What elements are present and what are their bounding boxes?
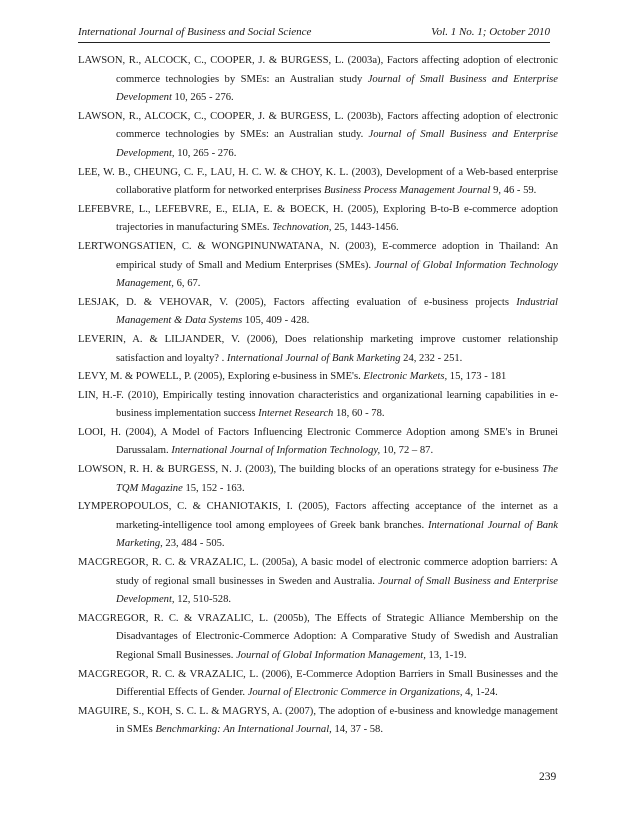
reference-entry: MACGREGOR, R. C. & VRAZALIC, L. (2006), E-Commerce Adoption Barriers in Small Businesses and the Differential Effects of Gender. Journal of Electronic Commerce in Organizations, 4, 1-24.	[78, 668, 558, 699]
reference-entry: LOOI, H. (2004), A Model of Factors Influencing Electronic Commerce Adoption among SME's in Brunei Darussalam. International Journal of Information Technology, 10, 72 – 87.	[78, 426, 558, 457]
reference-entry: LAWSON, R., ALCOCK, C., COOPER, J. & BURGESS, L. (2003a), Factors affecting adoption of electronic commerce technologies by SMEs: an Australian study Journal of Small Business and Enterprise Development 10, 265 - 276.	[78, 55, 558, 104]
page-number: 239	[539, 771, 557, 783]
reference-entry: LERTWONGSATIEN, C. & WONGPINUNWATANA, N. (2003), E-commerce adoption in Thailand: An empirical study of Small and Medium Enterprises (SMEs). Journal of Global Information Technology Management, 6, 67.	[78, 240, 558, 290]
reference-entry: MACGREGOR, R. C. & VRAZALIC, L. (2005b), The Effects of Strategic Alliance Membership on the Disadvantages of Electronic-Commerce Adoption: A Comparative Study of Swedish and Australian Regional Small Businesses. Journal of Global Information Management, 13, 1-19.	[78, 612, 558, 661]
reference-entry: LYMPEROPOULOS, C. & CHANIOTAKIS, I. (2005), Factors affecting acceptance of the internet as a marketing-intelligence tool among employees of Greek bank branches. International Journal of Bank Marketing, 23, 484 - 505.	[78, 501, 558, 550]
reference-entry: LOWSON, R. H. & BURGESS, N. J. (2003), The building blocks of an operations strategy for e-business The TQM Magazine 15, 152 - 163.	[78, 464, 558, 494]
reference-entry: LEVY, M. & POWELL, P. (2005), Exploring e-business in SME's. Electronic Markets, 15, 173 - 181	[78, 371, 507, 383]
reference-entry: MAGUIRE, S., KOH, S. C. L. & MAGRYS, A. (2007), The adoption of e-business and knowledge management in SMEs Benchmarking: An International Journal, 14, 37 - 58.	[78, 705, 558, 736]
reference-entry: LAWSON, R., ALCOCK, C., COOPER, J. & BURGESS, L. (2003b), Factors affecting adoption of electronic commerce technologies by SMEs: an Australian study. Journal of Small Business and Enterprise Development, 10, 265 - 276.	[78, 110, 558, 159]
reference-entry: LEVERIN, A. & LILJANDER, V. (2006), Does relationship marketing improve customer relationship satisfaction and loyalty? . International Journal of Bank Marketing 24, 232 - 251.	[78, 333, 558, 364]
reference-entry: MACGREGOR, R. C. & VRAZALIC, L. (2005a), A basic model of electronic commerce adoption barriers: A study of regional small businesses in Sweden and Australia. Journal of Small Business and Enterprise Development, 12, 510-528.	[78, 557, 558, 606]
running-header	[78, 24, 550, 43]
reference-list	[78, 52, 558, 740]
reference-entry: LEFEBVRE, L., LEFEBVRE, E., ELIA, E. & BOECK, H. (2005), Exploring B-to-B e-commerce adoption trajectories in manufacturing SMEs. Technovation, 25, 1443-1456.	[78, 203, 558, 234]
journal-title: International Journal of Business and Social Science	[78, 26, 312, 38]
reference-entry: LESJAK, D. & VEHOVAR, V. (2005), Factors affecting evaluation of e-business projects Industrial Management & Data Systems 105, 409 - 428.	[78, 296, 558, 327]
reference-entry: LEE, W. B., CHEUNG, C. F., LAU, H. C. W. & CHOY, K. L. (2003), Development of a Web-based enterprise collaborative platform for networked enterprises Business Process Management Journal 9, 46 - 59.	[78, 166, 558, 197]
issue-info: Vol. 1 No. 1; October 2010	[431, 26, 550, 38]
reference-entry: LIN, H.-F. (2010), Empirically testing innovation characteristics and organizational learning capabilities in e-business implementation success Internet Research 18, 60 - 78.	[78, 389, 558, 420]
